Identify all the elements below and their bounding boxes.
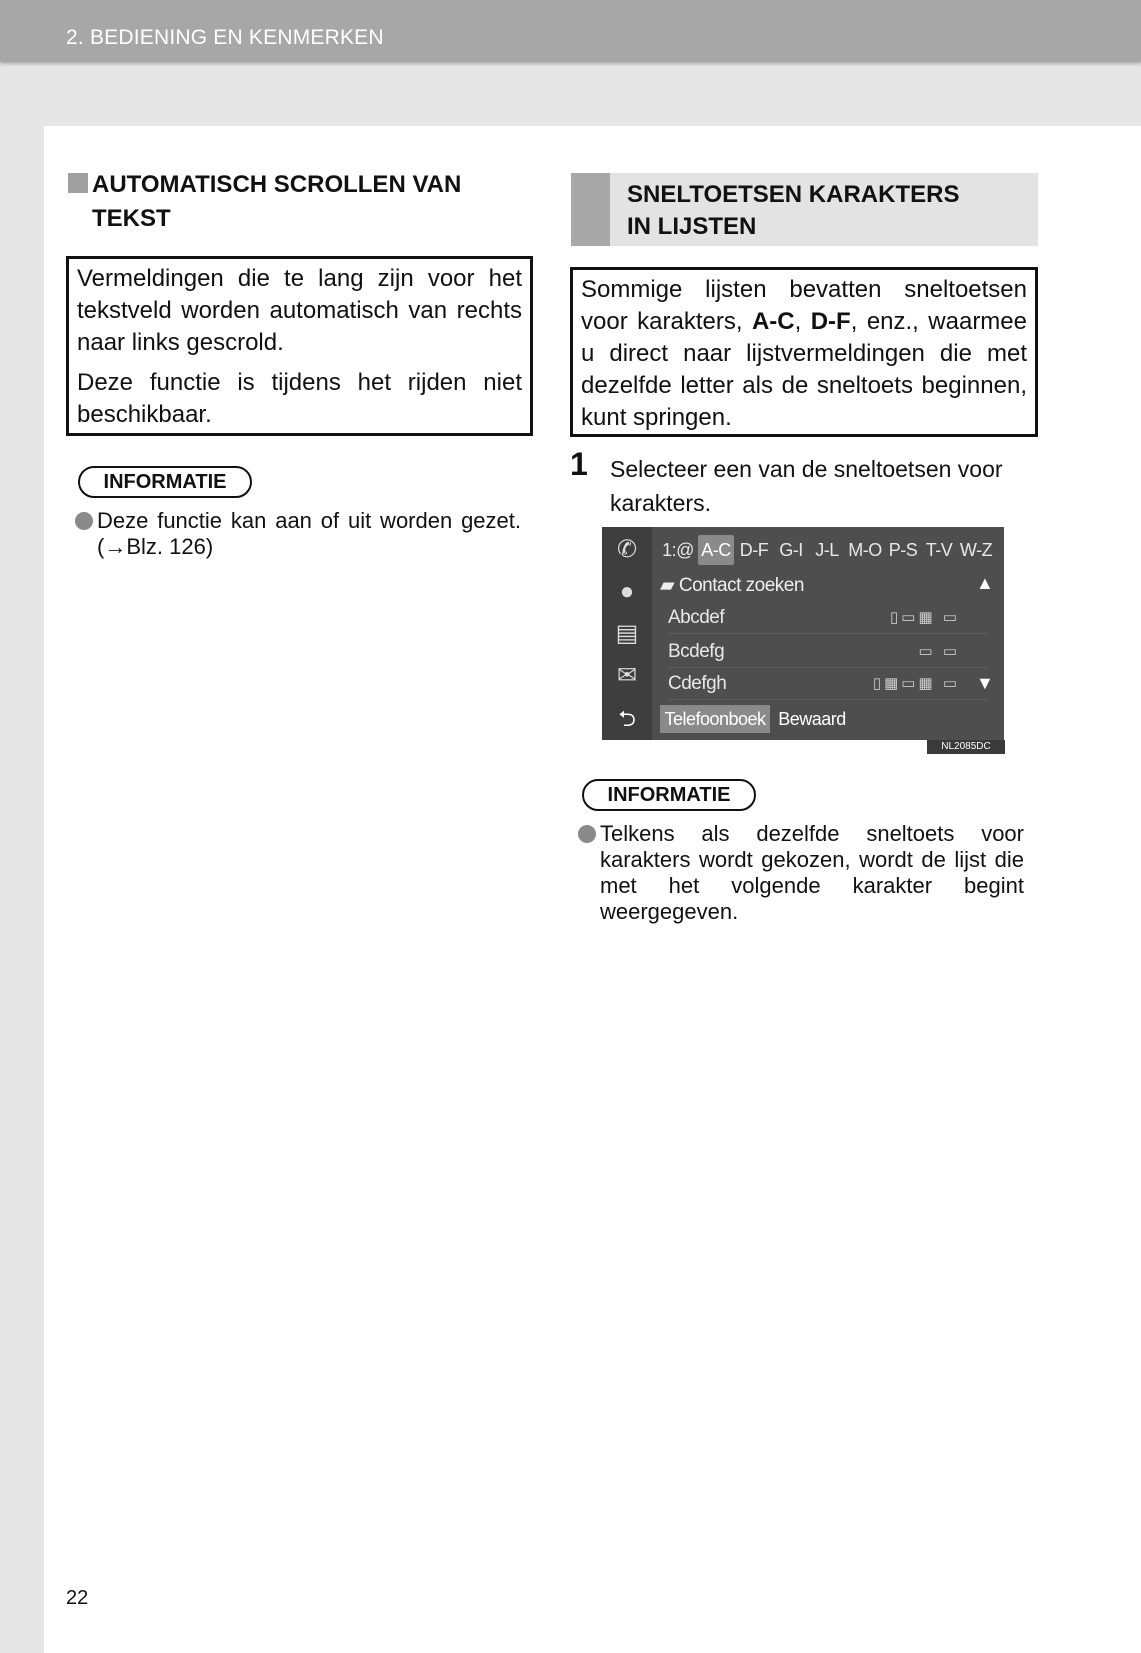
tab-m-o[interactable]: M-O — [848, 540, 882, 560]
contact-list-item[interactable] — [668, 637, 988, 668]
contact-list-item[interactable] — [668, 669, 988, 700]
text-run: , — [794, 308, 811, 335]
contact-name: Bcdefg — [668, 641, 725, 662]
contact-name: Cdefgh — [668, 673, 727, 694]
info-text: Telkens als dezelfde sneltoets voor karakters wordt gekozen, wordt de lijst die met het volgende karakter begint weergegeven. — [600, 821, 1024, 924]
section-title-line: IN LIJSTEN — [627, 213, 757, 240]
scroll-down-icon[interactable]: ▼ — [976, 673, 994, 693]
tab-t-v[interactable]: T-V — [925, 540, 953, 560]
phonebook-screenshot — [602, 527, 1004, 740]
text-run: , enz., waarmee u direct naar lijstvermeldingen die met dezelfde letter als de sneltoets beginnen, kunt springen. — [581, 308, 1027, 431]
text-run: Sommige lijsten bevatten sneltoetsen voor karakters, — [581, 276, 1027, 335]
contact-type-icons: ▯▦▭▦ ▭ — [872, 675, 960, 692]
section-title: AUTOMATISCH SCROLLEN VAN TEKST — [92, 171, 462, 232]
bullet-dot-icon — [578, 825, 596, 843]
description-paragraph: Deze functie is tijdens het rijden niet beschikbaar. — [77, 369, 522, 428]
tab-saved[interactable]: Bewaard — [778, 709, 846, 729]
tab-d-f[interactable]: D-F — [739, 540, 769, 560]
contact-list-item[interactable] — [668, 603, 988, 634]
contact-type-icons: ▭ ▭ — [918, 643, 960, 660]
description-paragraph: Vermeldingen die te lang zijn voor het tekstveld worden automatisch van rechts naar links gescrold. — [77, 265, 522, 356]
mail-icon[interactable]: ✉ — [616, 662, 638, 689]
info-label: INFORMATIE — [78, 466, 252, 498]
bullet-dot-icon — [75, 512, 93, 530]
info-label: INFORMATIE — [582, 779, 756, 811]
heading-bar-icon — [571, 173, 610, 246]
tab-j-l[interactable]: J-L — [815, 540, 839, 560]
tab-a-c[interactable]: A-C — [698, 535, 734, 565]
key-label: A-C — [751, 308, 795, 335]
contacts-icon[interactable]: ● — [619, 578, 635, 605]
step-number: 1 — [570, 446, 588, 482]
auto-scroll-description-box — [66, 256, 533, 436]
illustration-code: NL2085DC — [927, 740, 1005, 754]
contact-name: Abcdef — [668, 607, 725, 628]
step-text: Selecteer een van de sneltoetsen voor karakters. — [610, 456, 1003, 516]
tab-phonebook[interactable]: Telefoonboek — [660, 705, 770, 733]
tab-g-i[interactable]: G-I — [779, 540, 803, 560]
info-bullet — [75, 508, 521, 560]
tab-w-z[interactable]: W-Z — [959, 540, 993, 560]
description-paragraph — [581, 274, 1027, 434]
tab-p-s[interactable]: P-S — [888, 540, 918, 560]
chapter-title: 2. BEDIENING EN KENMERKEN — [66, 26, 384, 49]
search-car-icon: ▰ — [660, 575, 679, 596]
phone-icon[interactable]: ✆ — [616, 536, 638, 563]
page-number: 22 — [66, 1587, 89, 1609]
back-icon[interactable]: ⮌ — [618, 706, 636, 731]
tab-1-at[interactable]: 1:@ — [662, 540, 694, 560]
shortcuts-description-box — [570, 267, 1038, 437]
contact-type-icons: ▯▭▦ ▭ — [890, 609, 960, 626]
info-text: Deze functie kan aan of uit worden gezet. (→Blz. 126) — [97, 508, 521, 559]
key-label: D-F — [810, 308, 851, 335]
scroll-up-icon[interactable]: ▲ — [976, 573, 994, 593]
section-title-line: SNELTOETSEN KARAKTERS — [627, 181, 960, 208]
section-title — [627, 179, 1027, 243]
search-label: Contact zoeken — [678, 575, 804, 596]
section-heading-shortcuts — [571, 173, 1038, 246]
heading-square-icon — [68, 173, 88, 193]
contact-search-button[interactable] — [660, 571, 990, 601]
info-bullet — [578, 821, 1024, 925]
chapter-header-bar — [0, 0, 1141, 62]
messages-icon[interactable]: ▤ — [615, 620, 639, 647]
